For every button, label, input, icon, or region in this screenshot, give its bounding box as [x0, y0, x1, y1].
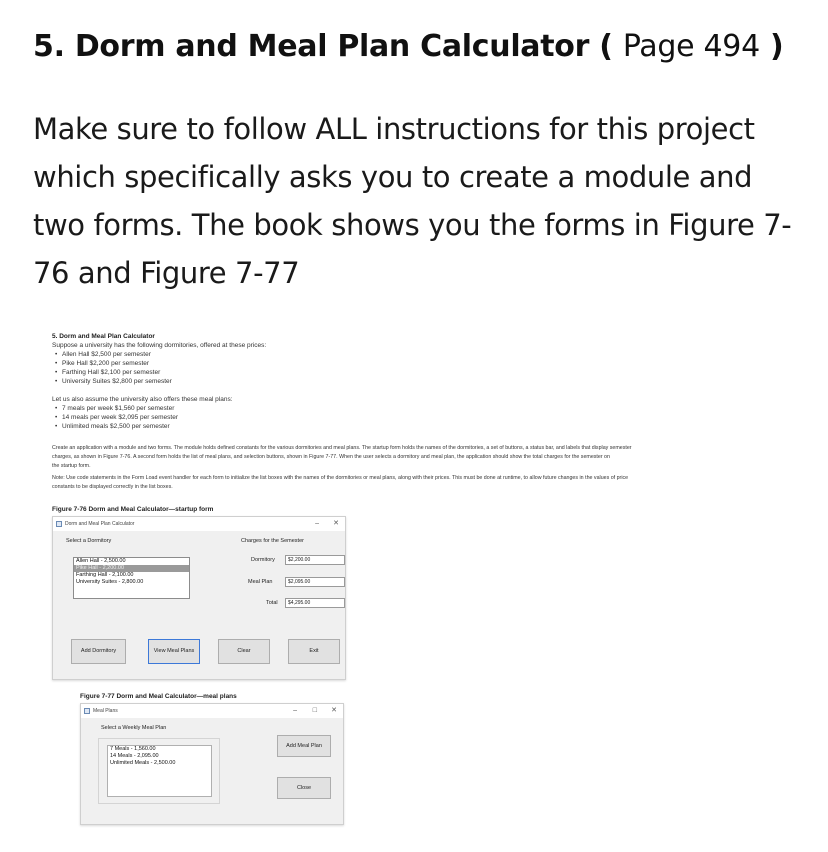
list-item[interactable]: 7 Meals - 1,560.00 — [110, 746, 156, 752]
book-p3-line: the startup form. — [52, 463, 91, 469]
book-p3-line: charges, as shown in Figure 7-76. A second form holds the list of meal plans, and selection buttons, shown in Figure 7-77. When the user selects a dormitory and meal plan, the application should show the total charges for the semester on — [52, 454, 610, 460]
heading-close-paren: ) — [770, 29, 784, 64]
total-label: Total — [266, 600, 278, 606]
list-item[interactable]: Pike Hall - 2,200.00 — [74, 565, 189, 572]
list-item[interactable]: 14 Meals - 2,095.00 — [110, 753, 159, 759]
list-item: • 14 meals per week $2,095 per semester — [54, 414, 178, 422]
add-meal-plan-button[interactable]: Add Meal Plan — [277, 735, 331, 757]
add-dormitory-button[interactable]: Add Dormitory — [71, 639, 126, 664]
minimize-icon[interactable]: – — [293, 707, 297, 714]
book-title: 5. Dorm and Meal Plan Calculator — [52, 333, 155, 340]
meal-charge-value: $2,095.00 — [285, 577, 345, 587]
list-item: • Unlimited meals $2,500 per semester — [54, 423, 170, 431]
dorm-listbox[interactable] — [73, 557, 190, 599]
meal-group — [98, 738, 220, 804]
window-title: Meal Plans — [93, 708, 118, 714]
book-p2: Let us also assume the university also offers these meal plans: — [52, 396, 233, 403]
dorm-charge-label: Dormitory — [251, 557, 275, 563]
dorm-charge-value: $2,200.00 — [285, 555, 345, 565]
minimize-icon[interactable]: – — [315, 520, 319, 527]
maximize-icon[interactable]: □ — [312, 707, 317, 714]
book-p1: Suppose a university has the following dormitories, offered at these prices: — [52, 342, 267, 349]
dorm-calculator-window — [52, 516, 346, 680]
meal-charge-label: Meal Plan — [248, 579, 273, 585]
window-titlebar — [81, 704, 343, 718]
view-meal-plans-button[interactable]: View Meal Plans — [148, 639, 200, 664]
list-item: • Pike Hall $2,200 per semester — [54, 360, 149, 368]
select-dorm-label: Select a Dormitory — [66, 538, 112, 544]
intro-paragraph: Make sure to follow ALL instructions for this project which specifically asks you to create a module and two forms. The book shows you the forms in Figure 7-76 and Figure 7-77 — [33, 112, 792, 290]
select-meal-label: Select a Weekly Meal Plan — [101, 725, 167, 731]
list-item: • Allen Hall $2,500 per semester — [54, 351, 151, 359]
clear-button[interactable]: Clear — [218, 639, 270, 664]
heading-page: Page 494 — [622, 29, 760, 64]
page-heading — [33, 28, 783, 66]
list-item: • Farthing Hall $2,100 per semester — [54, 369, 160, 377]
heading-title: 5. Dorm and Meal Plan Calculator — [33, 29, 590, 64]
window-title: Dorm and Meal Plan Calculator — [65, 521, 135, 527]
figure-76-caption: Figure 7-76 Dorm and Meal Calculator—startup form — [52, 506, 214, 513]
close-icon[interactable]: ✕ — [331, 707, 337, 714]
figure-77-caption: Figure 7-77 Dorm and Meal Calculator—meal plans — [80, 693, 237, 700]
total-value: $4,295.00 — [285, 598, 345, 608]
heading-open-paren: ( — [599, 29, 613, 64]
book-note-line: constants to be displayed correctly in the list boxes. — [52, 484, 173, 490]
app-icon — [84, 708, 90, 714]
book-p3-line: Create an application with a module and two forms. The module holds defined constants for the various dormitories and meal plans. The startup form holds the names of the dormitories, a set of buttons, a status bar, and labels that display semester — [52, 445, 632, 451]
exit-button[interactable]: Exit — [288, 639, 340, 664]
meal-listbox[interactable] — [107, 745, 212, 797]
textbook-excerpt-image — [52, 333, 777, 823]
list-item[interactable]: University Suites - 2,800.00 — [76, 579, 144, 585]
window-titlebar — [53, 517, 345, 531]
list-item[interactable]: Allen Hall - 2,500.00 — [76, 558, 126, 564]
close-button[interactable]: Close — [277, 777, 331, 799]
meal-plans-window — [80, 703, 344, 825]
app-icon — [56, 521, 62, 527]
list-item[interactable]: Farthing Hall - 2,100.00 — [76, 572, 134, 578]
book-note-line: Note: Use code statements in the Form Load event handler for each form to initialize the list boxes with the names of the dormitories or meal plans, along with their prices. This must be done at runtime, to allow future changes in the values of price — [52, 475, 629, 481]
list-item[interactable]: Unlimited Meals - 2,500.00 — [110, 760, 176, 766]
list-item: • 7 meals per week $1,560 per semester — [54, 405, 174, 413]
charges-label: Charges for the Semester — [241, 538, 304, 544]
close-icon[interactable]: ✕ — [333, 520, 339, 527]
list-item: • University Suites $2,800 per semester — [54, 378, 172, 386]
